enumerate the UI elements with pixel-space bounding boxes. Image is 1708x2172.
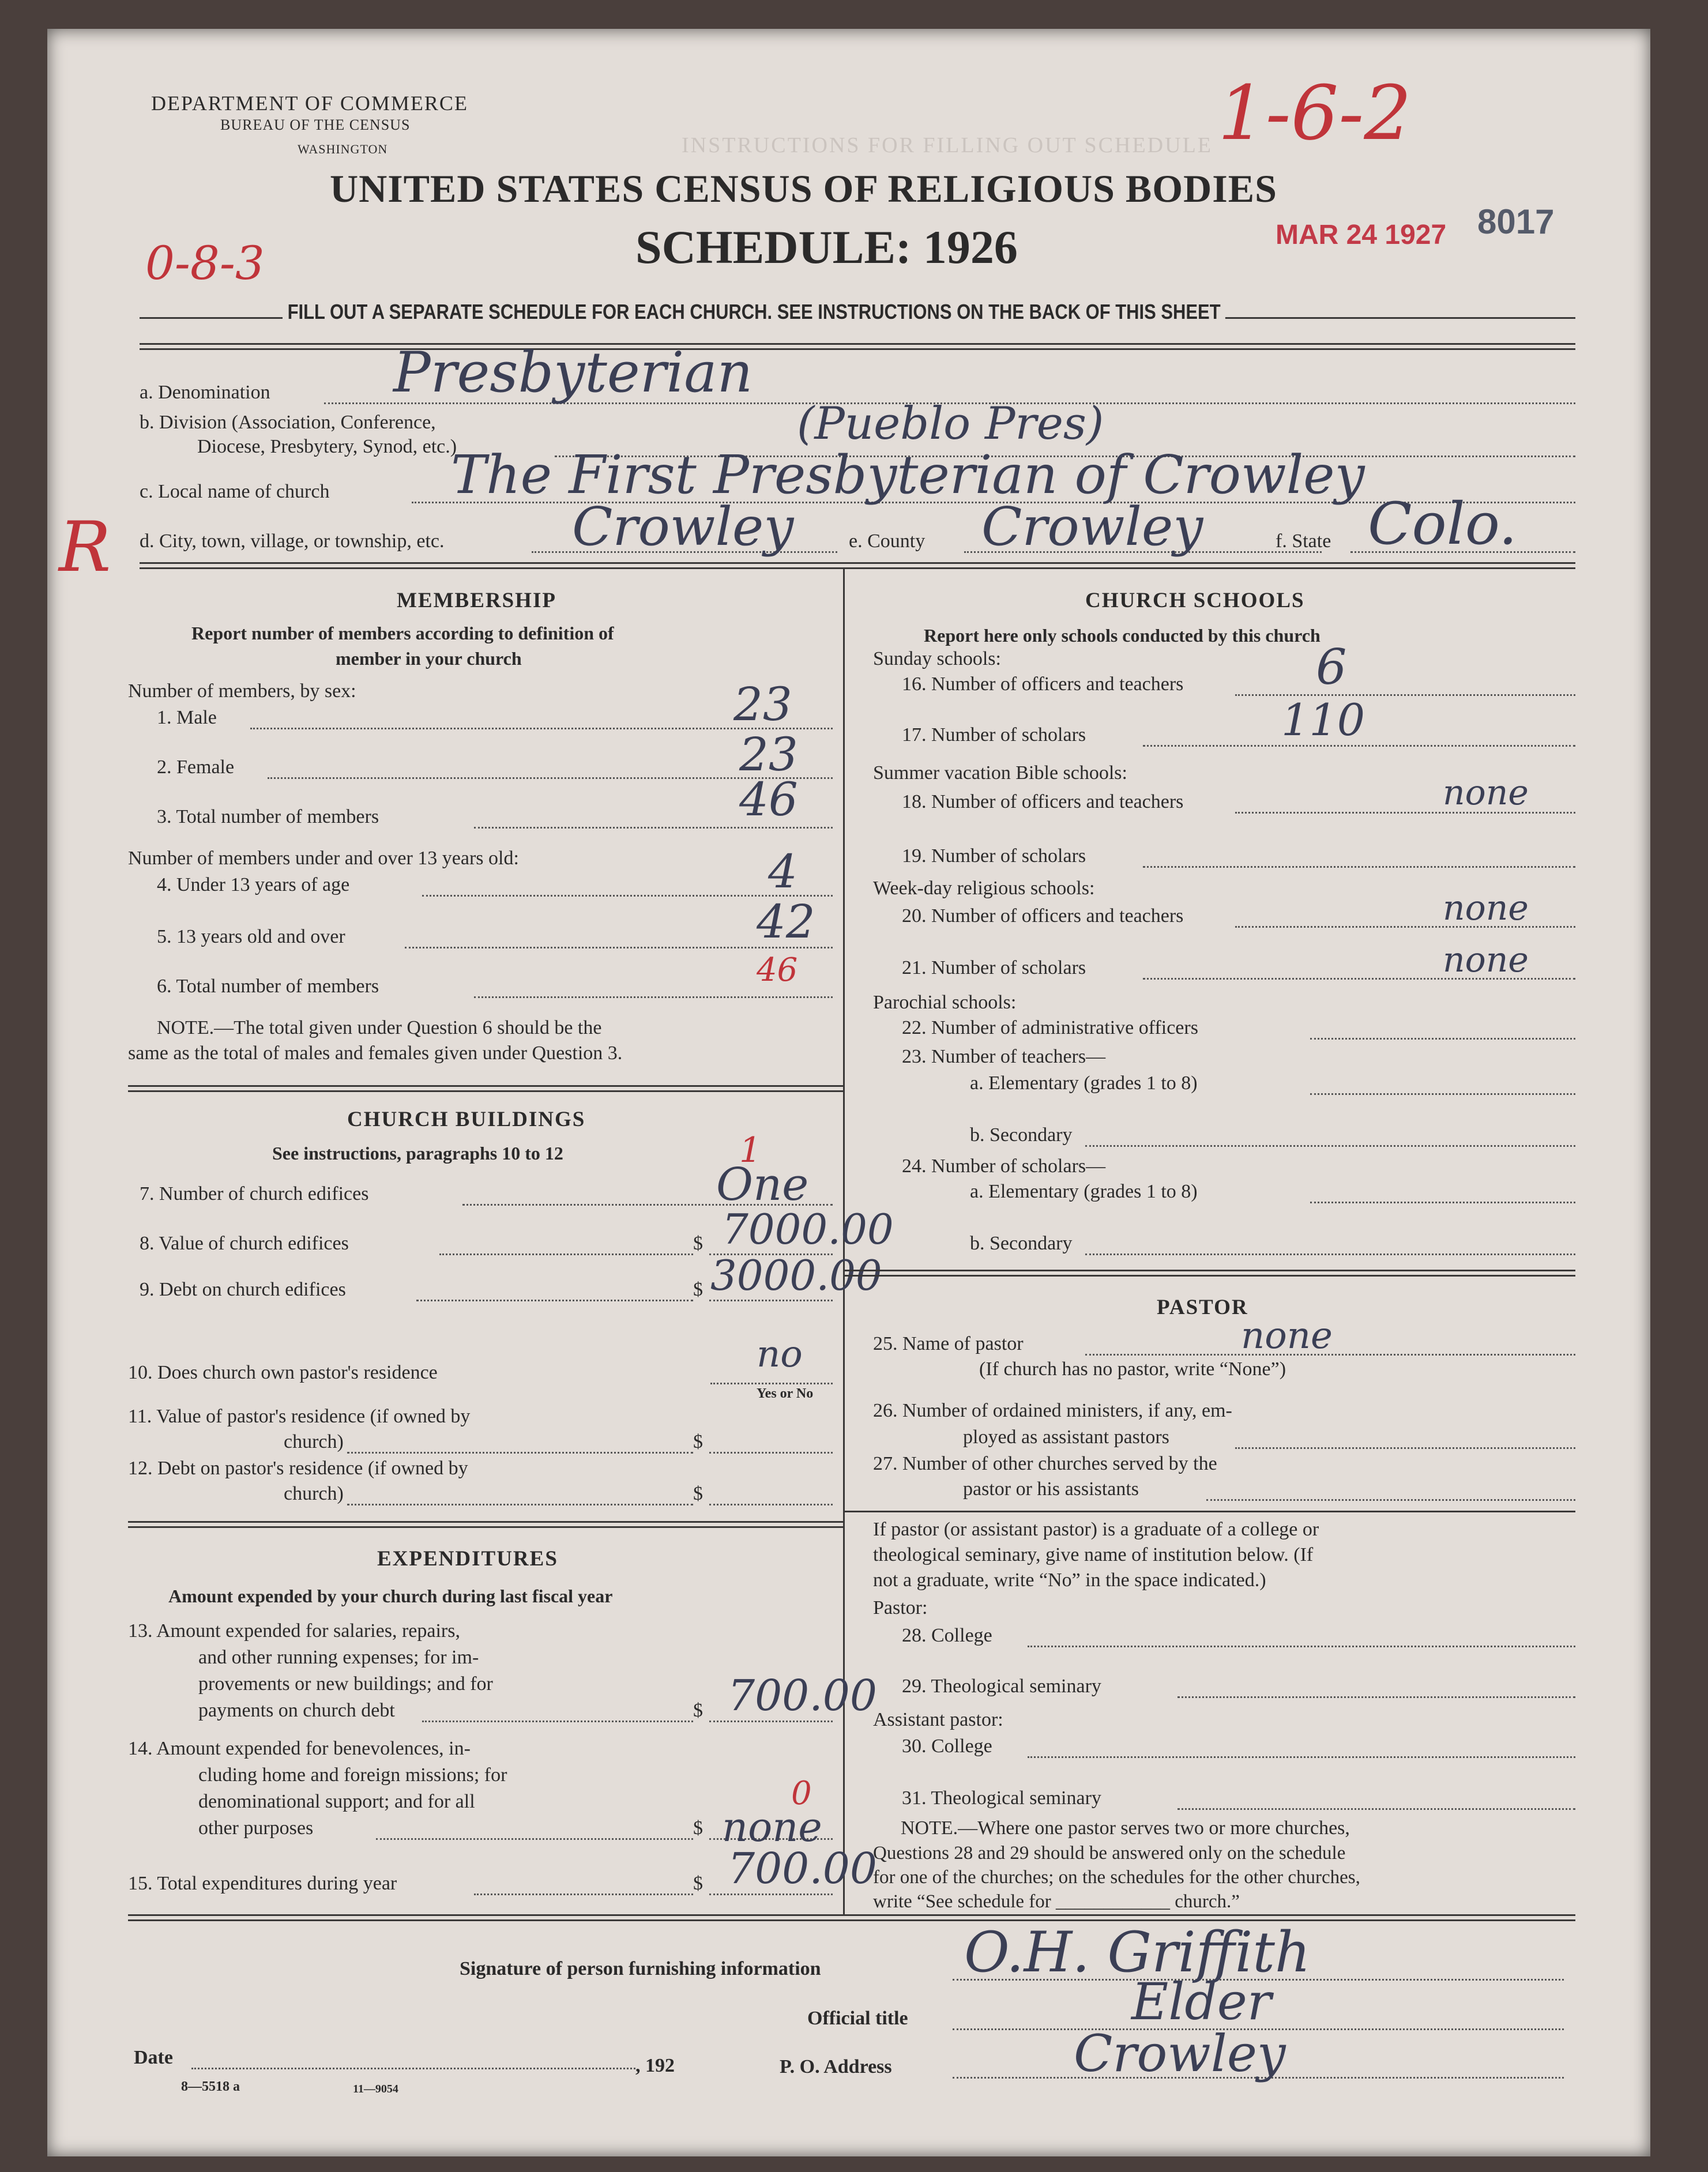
state-value: Colo. <box>1368 490 1517 558</box>
form-title: UNITED STATES CENSUS OF RELIGIOUS BODIES <box>330 167 1277 210</box>
q9-dollar: $ <box>693 1279 703 1300</box>
pastor-note-cont2: for one of the churches; on the schedules for the other churches, <box>873 1867 1360 1888</box>
buildings-intro: See instructions, paragraphs 10 to 12 <box>272 1143 563 1164</box>
church-name-label: c. Local name of church <box>140 481 330 502</box>
q13-dollar: $ <box>693 1700 703 1721</box>
census-schedule-sheet <box>47 29 1650 2156</box>
q8-label: 8. Value of church edifices <box>140 1233 349 1254</box>
yes-or-no-caption: Yes or No <box>757 1386 814 1401</box>
city-label: d. City, town, village, or township, etc. <box>140 530 445 552</box>
city-value: Crowley <box>572 496 794 558</box>
bureau-name: BUREAU OF THE CENSUS <box>220 116 411 133</box>
membership-intro-cont: member in your church <box>336 648 522 669</box>
pastor-heading: PASTOR <box>1157 1296 1248 1319</box>
division-value: (Pueblo Pres) <box>797 398 1104 450</box>
q10-residence-value: no <box>757 1333 803 1376</box>
q2-label: 2. Female <box>157 756 235 778</box>
graduate-instruction-cont2: not a graduate, write “No” in the space indicated.) <box>873 1569 1266 1591</box>
q24-label: 24. Number of scholars— <box>902 1155 1106 1177</box>
q12-dollar: $ <box>693 1483 703 1504</box>
q4-label: 4. Under 13 years of age <box>157 874 350 895</box>
po-address-value: Crowley <box>1074 2024 1286 2083</box>
q26-label: 26. Number of ordained ministers, if any, em- <box>873 1400 1232 1421</box>
pastor-subheading: Pastor: <box>873 1597 928 1618</box>
signature-label: Signature of person furnishing information <box>460 1958 821 1979</box>
bleed-through-text: INSTRUCTIONS FOR FILLING OUT SCHEDULE <box>682 133 1213 157</box>
q14-label-cont1: cluding home and foreign missions; for <box>198 1764 507 1786</box>
membership-note-cont: same as the total of males and females given under Question 3. <box>128 1042 623 1064</box>
received-date-stamp: MAR 24 1927 <box>1276 220 1447 250</box>
q11-label: 11. Value of pastor's residence (if owned by <box>128 1406 471 1427</box>
q15-dollar: $ <box>693 1873 703 1894</box>
q21-label: 21. Number of scholars <box>902 957 1086 978</box>
q19-label: 19. Number of scholars <box>902 845 1086 867</box>
q6-total-value: 46 <box>757 951 798 989</box>
q20-weekday-teachers-value: none <box>1443 888 1529 928</box>
q11-dollar: $ <box>693 1431 703 1452</box>
q9-debt-value: 3000.00 <box>710 1251 882 1300</box>
date-year-label: , 192 <box>635 2055 675 2076</box>
expenditures-intro: Amount expended by your church during last fiscal year <box>168 1586 613 1606</box>
department-name: DEPARTMENT OF COMMERCE <box>151 92 468 115</box>
q4-under13-value: 4 <box>768 845 797 898</box>
parochial-schools-label: Parochial schools: <box>873 992 1017 1013</box>
q27-label: 27. Number of other churches served by the <box>873 1453 1217 1474</box>
official-title-value: Elder <box>1131 1972 1271 2031</box>
date-label: Date <box>134 2047 173 2068</box>
q25-label: 25. Name of pastor <box>873 1333 1024 1354</box>
schools-heading: CHURCH SCHOOLS <box>1085 589 1305 612</box>
q13-running-expenses-value: 700.00 <box>728 1671 877 1721</box>
handwritten-r-mark: R <box>59 507 111 588</box>
q22-label: 22. Number of administrative officers <box>902 1017 1198 1038</box>
q13-label-cont1: and other running expenses; for im- <box>198 1647 479 1668</box>
q5-over13-value: 42 <box>757 895 815 948</box>
q15-label: 15. Total expenditures during year <box>128 1873 397 1894</box>
q14-label-cont2: denominational support; and for all <box>198 1791 475 1812</box>
weekday-schools-label: Week-day religious schools: <box>873 878 1095 899</box>
q20-label: 20. Number of officers and teachers <box>902 905 1184 927</box>
summer-schools-label: Summer vacation Bible schools: <box>873 762 1127 784</box>
q31-label: 31. Theological seminary <box>902 1787 1101 1809</box>
q30-label: 30. College <box>902 1736 992 1757</box>
q13-label-cont2: provements or new buildings; and for <box>198 1673 493 1695</box>
q15-total-expenditures-value: 700.00 <box>728 1844 877 1894</box>
bureau-city: WASHINGTON <box>298 142 388 156</box>
form-number: 8—5518 a <box>181 2079 240 2094</box>
pastor-rule <box>843 1511 1575 1512</box>
q13-label-cont3: payments on church debt <box>198 1700 395 1721</box>
schedule-content <box>47 29 1650 2156</box>
q12-label-cont: church) <box>284 1483 344 1504</box>
q28-label: 28. College <box>902 1625 992 1646</box>
identity-rule <box>140 562 1575 569</box>
membership-rule <box>128 1085 843 1092</box>
q5-label: 5. 13 years old and over <box>157 926 345 947</box>
church-name-value: The First Presbyterian of Crowley <box>451 444 1365 506</box>
handwritten-code-right: 1-6-2 <box>1218 69 1412 157</box>
q1-male-value: 23 <box>733 677 792 731</box>
q16-sunday-teachers-value: 6 <box>1316 639 1347 695</box>
q25-note: (If church has no pastor, write “None”) <box>979 1358 1286 1380</box>
signature-value: O.H. Griffith <box>964 1920 1311 1985</box>
membership-note: NOTE.—The total given under Question 6 should be the <box>157 1017 602 1038</box>
fill-out-instruction: FILL OUT A SEPARATE SCHEDULE FOR EACH CHURCH. SEE INSTRUCTIONS ON THE BACK OF THIS SHEET <box>283 300 1225 324</box>
q3-total-value: 46 <box>739 773 798 826</box>
q1-label: 1. Male <box>157 707 217 728</box>
q7-label: 7. Number of church edifices <box>140 1183 369 1204</box>
division-label-cont: Diocese, Presbytery, Synod, etc.) <box>197 436 457 457</box>
po-address-label: P. O. Address <box>780 2056 892 2077</box>
graduate-instruction: If pastor (or assistant pastor) is a graduate of a college or <box>873 1519 1319 1540</box>
official-title-label: Official title <box>807 2008 908 2029</box>
q27-label-cont: pastor or his assistants <box>963 1478 1139 1500</box>
assistant-pastor-subheading: Assistant pastor: <box>873 1709 1003 1730</box>
q23b-label: b. Secondary <box>970 1124 1073 1146</box>
q6-label: 6. Total number of members <box>157 976 379 997</box>
division-label: b. Division (Association, Conference, <box>140 412 436 433</box>
q17-sunday-scholars-value: 110 <box>1281 694 1365 746</box>
q14-benevolences-value: none <box>722 1804 822 1851</box>
schools-intro: Report here only schools conducted by this church <box>924 625 1320 646</box>
q12-label: 12. Debt on pastor's residence (if owned by <box>128 1458 468 1479</box>
pastor-note-cont1: Questions 28 and 29 should be answered only on the schedule <box>873 1843 1346 1864</box>
stamp-number: 8017 <box>1477 202 1555 241</box>
buildings-heading: CHURCH BUILDINGS <box>347 1108 586 1131</box>
q17-label: 17. Number of scholars <box>902 724 1086 746</box>
members-by-sex-label: Number of members, by sex: <box>128 680 356 702</box>
state-label: f. State <box>1276 530 1331 552</box>
q18-label: 18. Number of officers and teachers <box>902 791 1184 812</box>
pastor-note-cont3: write “See schedule for ____________ church.” <box>873 1891 1240 1912</box>
handwritten-code-left: 0-8-3 <box>145 236 265 290</box>
q21-weekday-scholars-value: none <box>1443 940 1529 980</box>
denomination-label: a. Denomination <box>140 382 270 403</box>
q18-summer-teachers-value: none <box>1443 773 1529 813</box>
q9-label: 9. Debt on church edifices <box>140 1279 346 1300</box>
q14-zero-mark: 0 <box>791 1775 812 1812</box>
county-value: Crowley <box>981 496 1203 558</box>
q14-label-cont3: other purposes <box>198 1817 314 1839</box>
q11-label-cont: church) <box>284 1431 344 1452</box>
county-label: e. County <box>849 530 926 552</box>
q8-dollar: $ <box>693 1233 703 1254</box>
q7-edifices-value: One <box>716 1159 809 1211</box>
q2-female-value: 23 <box>739 728 798 781</box>
q29-label: 29. Theological seminary <box>902 1676 1101 1697</box>
q8-value-edifices: 7000.00 <box>722 1205 894 1253</box>
header-rule-bottom <box>140 343 1575 350</box>
q24b-label: b. Secondary <box>970 1233 1073 1254</box>
q16-label: 16. Number of officers and teachers <box>902 673 1184 695</box>
q25-pastor-name-value: none <box>1241 1315 1333 1357</box>
q26-label-cont: ployed as assistant pastors <box>963 1426 1169 1448</box>
q10-label: 10. Does church own pastor's residence <box>128 1362 438 1383</box>
q14-dollar: $ <box>693 1817 703 1839</box>
q13-label: 13. Amount expended for salaries, repairs, <box>128 1620 460 1642</box>
q14-label: 14. Amount expended for benevolences, in- <box>128 1738 471 1759</box>
q24a-label: a. Elementary (grades 1 to 8) <box>970 1181 1198 1202</box>
schools-rule <box>843 1270 1575 1277</box>
membership-heading: MEMBERSHIP <box>397 589 556 612</box>
expenditures-heading: EXPENDITURES <box>377 1547 558 1571</box>
members-by-age-label: Number of members under and over 13 years old: <box>128 848 519 869</box>
q23-label: 23. Number of teachers— <box>902 1046 1106 1067</box>
denomination-value: Presbyterian <box>393 340 753 405</box>
q3-label: 3. Total number of members <box>157 806 379 827</box>
sunday-schools-label: Sunday schools: <box>873 648 1001 669</box>
pastor-note: NOTE.—Where one pastor serves two or more churches, <box>901 1817 1350 1839</box>
membership-intro: Report number of members according to definition of <box>191 623 614 643</box>
edifice-count-mark: 1 <box>739 1130 762 1170</box>
q23a-label: a. Elementary (grades 1 to 8) <box>970 1072 1198 1094</box>
footer-rule <box>128 1914 1575 1921</box>
form-schedule-year: SCHEDULE: 1926 <box>635 221 1018 273</box>
print-number: 11—9054 <box>353 2083 398 2095</box>
buildings-rule <box>128 1521 843 1528</box>
graduate-instruction-cont1: theological seminary, give name of institution below. (If <box>873 1544 1314 1565</box>
